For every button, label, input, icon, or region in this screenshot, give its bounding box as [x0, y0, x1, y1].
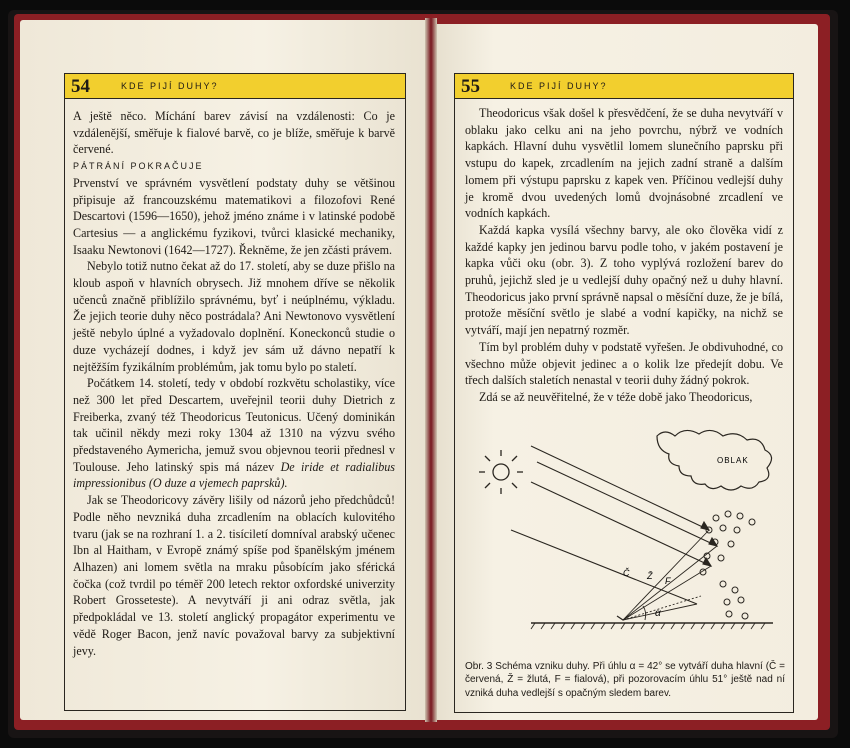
paragraph: Zdá se až neuvěřitelné, že v téže době jako Theodoricus, [479, 389, 753, 404]
rainbow-diagram [461, 426, 787, 632]
right-page-header [455, 74, 793, 99]
angle-label: α [655, 608, 661, 619]
book-gutter [425, 18, 437, 722]
label-red: Č [623, 568, 630, 578]
right-page-frame [454, 73, 794, 713]
paragraph [73, 375, 395, 492]
right-page-body [465, 105, 783, 406]
left-page-frame [64, 73, 406, 711]
latin-title: De iride et radialibus impressionibus (O duze a vjemech paprsků). [73, 459, 396, 491]
left-page-body [73, 108, 395, 659]
paragraph: Každá kapka vysílá všechny barvy, ale oko člověka vidí z každé kapky jen jedinou barvu podle toho, v jakém postavení je kapka vůči oku (obr. 3). Z toho vyplývá rozložení barev do pruhů, jejichž sled je u vedlejší duhy opačný než u duhy hlavní. Theodoricus jako první správně napsal o měsíční duze, že je bílá, protože měsíční světlo je slabé a vodní kapičky, na nichž se vytváří, mají jen nepatrný rozměr. [465, 222, 783, 338]
cloud-outline [657, 430, 772, 490]
angle-arc [643, 606, 646, 620]
page-number: 54 [71, 76, 90, 97]
cloud-label: OBLAK [717, 456, 749, 465]
paragraph: Theodoricus však došel k přesvědčení, že se duha nevytváří v oblaku jako celku ani na jeho povrchu, nýbrž ve vodních kapkách. Hlavní duhu vysvětlil lomem slunečního paprsku při vstupu do kapek, zrcadlením na jejich zadní straně a dalším lomem při výstupu paprsku z kapek ven. Příčinou vedlejší duhy je kromě dvou uvedených lomů dvojnásobné zrcadlení ve vodních kapkách. [465, 106, 783, 221]
sun-icon [479, 450, 523, 494]
label-violet: F [665, 576, 671, 586]
paragraph: Nebylo totiž nutno čekat až do 17. století, aby se duze přišlo na kloub aspoň v hlavních obrysech. Již mnohem dříve se několik učenců značně přiblížilo správnému, byť i neúplnému, výkladu. Že jejich teorie duhy něco postrádala? Ani Newtonovo vysvětlení ještě nebylo úplné a vyžadovalo doplnění. Koneckonců studie o duze vycházejí dodnes, i když jev sám už dávno nepatří k nejtěžším fyzikálním problémům, jak tomu bylo po staletí. [73, 259, 395, 374]
sun-rays [511, 446, 717, 604]
right-page [437, 24, 818, 720]
running-title: KDE PIJÍ DUHY? [510, 81, 608, 91]
paragraph-text: Počátkem 14. století, tedy v období rozkvětu scholastiky, více než 300 let před Descartem, uveřejnil teorii duhy Dietrich z Freiberka, zvaný též Theodoricus Teutonicus. Učený dominikán tak učinil někdy mezi roky 1304 až 1310 na výzvu svého představeného Aymericha, jemuž svou objevnou teorii přednesl v Toulouse. Jeho latinský spis má název [73, 376, 395, 474]
figure-caption: Obr. 3 Schéma vzniku duhy. Při úhlu α = 42° se vytváří duha hlavní (Č = červená, Ž = žlutá, F = fialová), při pozorovacím úhlu 51° ještě nad ní vzniká duha vedlejší s opačným sledem barev. [465, 661, 785, 699]
paragraph: Jak se Theodoricovy závěry lišily od názorů jeho předchůdců! Podle něho nevzniká duha zrcadlením na oblacích kulovitého tvaru (jak se na rozhraní 1. a 2. tisíciletí domníval arabský učenec Ibn al Haitham, v Evropě známý spíše pod španělským jménem Alhazen) ani lomem světla na mraku působícím jako sférická čočka (což tvrdil po téměř 200 letech rektor oxfordské univerzity Robert Grosseteste). A nevytváří ji ani odraz světla, jak předpokládal ve 13. století anglický propagátor experimentu ve vědě Roger Bacon, jenž navíc považoval barvy za subjektivní jevy. [73, 493, 395, 658]
paragraph: Prvenství ve správném vysvětlení podstaty duhy se většinou připisuje až francouzskému matematikovi a filozofovi René Descartovi (1596—1650), jehož jméno známe i v latinské podobě Cartesius — a anglickému fyzikovi, tvůrci klasické mechaniky, Isaaku Newtonovi (1642—1727). Řekněme, že jen zčásti právem. [73, 175, 395, 257]
ground-hatching [531, 623, 765, 629]
section-heading: PÁTRÁNÍ POKRAČUJE [73, 161, 204, 172]
label-yellow: Ž [647, 571, 653, 581]
running-title: KDE PIJÍ DUHY? [121, 81, 219, 91]
paragraph: A ještě něco. Míchání barev závisí na vzdálenosti: Co je vzdálenější, směřuje k fialové barvě, co je blíže, směřuje k barvě červené. [73, 109, 395, 157]
left-page-header [65, 74, 405, 99]
page-number: 55 [461, 76, 480, 97]
paragraph: Tím byl problém duhy v podstatě vyřešen. Je obdivuhodné, co všechno může objevit jedinec a o kolik lze předejít dobu. Ve třech dalších staletích nenastal v teorii duhy žádný pokrok. [465, 339, 783, 388]
left-page [20, 20, 425, 720]
